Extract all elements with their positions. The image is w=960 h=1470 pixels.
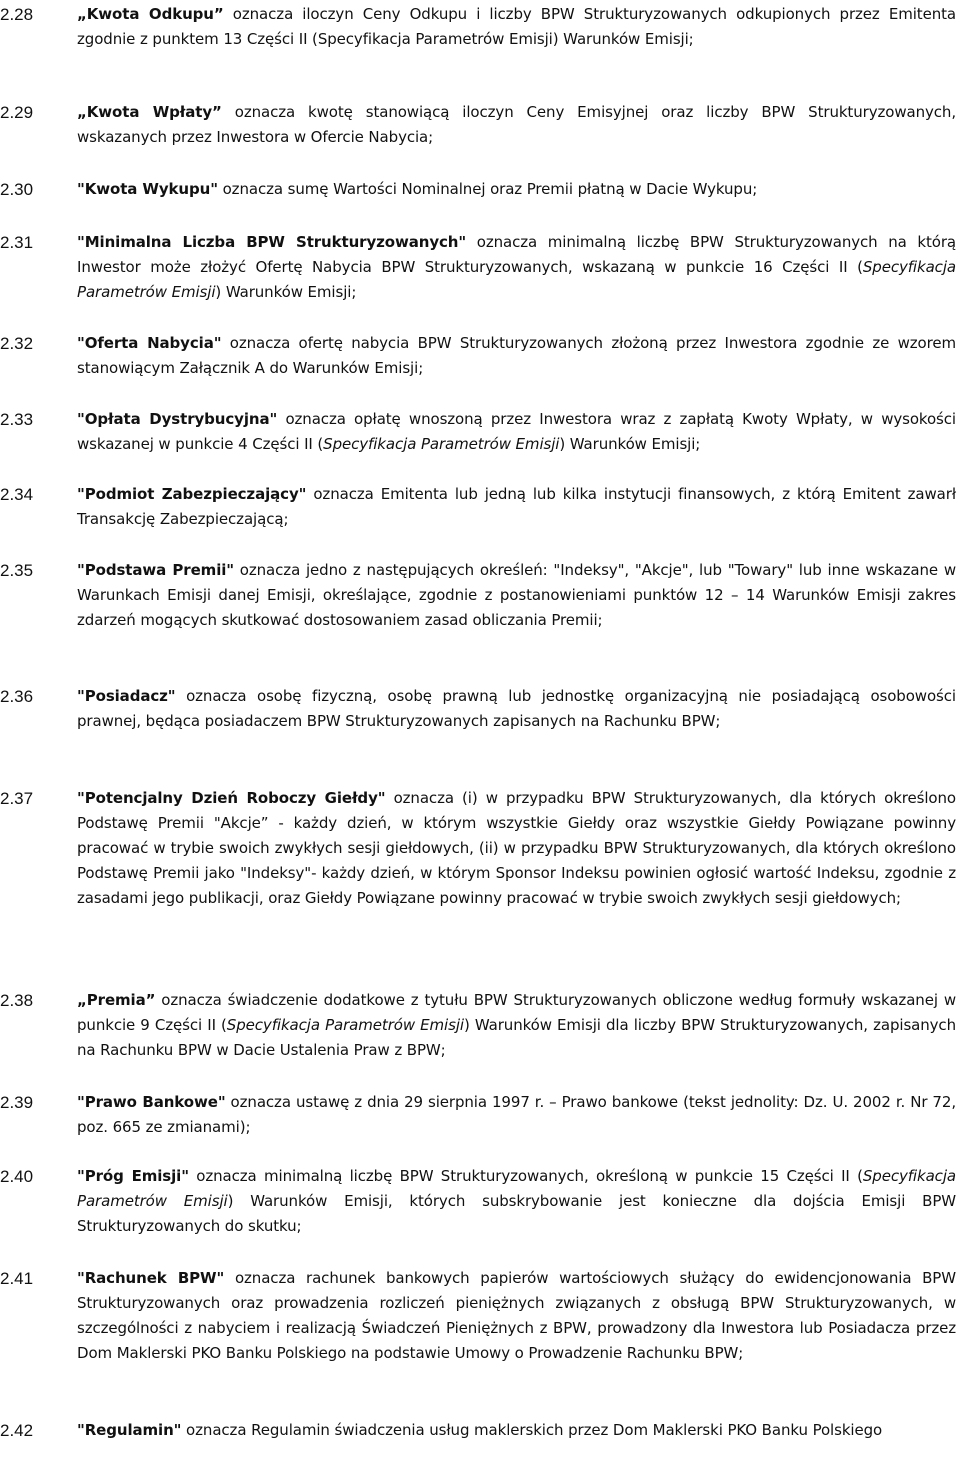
definition-italic: Specyfikacja Parametrów Emisji	[226, 1016, 464, 1034]
definition-term: „Kwota Odkupu”	[77, 5, 224, 23]
definition-body	[77, 100, 956, 150]
definition-text: oznacza ofertę nabycia BPW Strukturyzowanych złożoną przez Inwestora zgodnie ze wzorem stanowiącym Załącznik A do Warunków Emisji;	[77, 334, 956, 377]
definition-body	[77, 482, 956, 532]
definition-term: "Prawo Bankowe"	[77, 1093, 226, 1111]
definition-text: oznacza jedno z następujących określeń: "Indeksy", "Akcje", lub "Towary" lub inne wskazane w Warunkach Emisji danej Emisji, określające, zgodnie z postanowieniami punktów 12 – 14 Warunków Emisji zakres zdarzeń mogących skutkować dostosowaniem zasad obliczania Premii;	[77, 561, 956, 629]
definition-number: 2.30	[0, 180, 34, 199]
definition-body	[77, 331, 956, 381]
definition-term: „Kwota Wpłaty”	[77, 103, 222, 121]
definition-body	[77, 230, 956, 305]
definition-body	[77, 1090, 956, 1140]
definition-body	[77, 558, 956, 633]
definition-number: 2.29	[0, 103, 34, 122]
definition-body	[77, 684, 956, 734]
definition-number: 2.28	[0, 5, 34, 24]
definition-body	[77, 407, 956, 457]
definition-term: "Podmiot Zabezpieczający"	[77, 485, 307, 503]
definition-number: 2.31	[0, 233, 34, 252]
definition-body	[77, 1266, 956, 1366]
definition-number: 2.35	[0, 561, 34, 580]
definition-number: 2.36	[0, 687, 34, 706]
definition-tail: ) Warunków Emisji;	[215, 283, 357, 301]
definition-body	[77, 988, 956, 1063]
definition-italic: Specyfikacja Parametrów Emisji	[77, 258, 956, 301]
definition-tail: ) Warunków Emisji dla liczby BPW Strukturyzowanych, zapisanych na Rachunku BPW w Dacie Ustalenia Praw z BPW;	[77, 1016, 956, 1059]
definition-number: 2.32	[0, 334, 34, 353]
definition-term: "Podstawa Premii"	[77, 561, 234, 579]
definition-number: 2.34	[0, 485, 34, 504]
definition-term: "Minimalna Liczba BPW Strukturyzowanych"	[77, 233, 467, 251]
definition-text: oznacza Regulamin świadczenia usług maklerskich przez Dom Maklerski PKO Banku Polskiego	[181, 1421, 883, 1439]
definition-text: oznacza iloczyn Ceny Odkupu i liczby BPW Strukturyzowanych odkupionych przez Emitenta zgodnie z punktem 13 Części II (Specyfikacja Parametrów Emisji) Warunków Emisji;	[77, 5, 956, 48]
definition-term: "Rachunek BPW"	[77, 1269, 225, 1287]
definition-term: "Kwota Wykupu"	[77, 180, 218, 198]
definition-text: oznacza Emitenta lub jedną lub kilka instytucji finansowych, z którą Emitent zawarł Transakcję Zabezpieczającą;	[77, 485, 956, 528]
definition-number: 2.39	[0, 1093, 34, 1112]
definition-number: 2.38	[0, 991, 34, 1010]
definition-text: oznacza opłatę wnoszoną przez Inwestora wraz z zapłatą Kwoty Wpłaty, w wysokości wskazanej w punkcie 4 Części II (	[77, 410, 956, 453]
definition-number: 2.37	[0, 789, 34, 808]
definition-tail: ) Warunków Emisji, których subskrybowanie jest konieczne dla dojścia Emisji BPW Strukturyzowanych do skutku;	[77, 1192, 956, 1235]
definition-term: "Potencjalny Dzień Roboczy Giełdy"	[77, 789, 386, 807]
definition-italic: Specyfikacja Parametrów Emisji	[77, 1167, 956, 1210]
definition-term: "Posiadacz"	[77, 687, 176, 705]
definition-body	[77, 1164, 956, 1239]
definition-body	[77, 786, 956, 911]
definition-term: "Regulamin"	[77, 1421, 182, 1439]
definition-text: oznacza (i) w przypadku BPW Strukturyzowanych, dla których określono Podstawę Premii "Akcje” - każdy dzień, w którym wszystkie Giełdy oraz wszystkie Giełdy Powiązane powinny pracować w trybie swoich zwykłych sesji giełdowych, (ii) w przypadku BPW Strukturyzowanych, dla których określono Podstawę Premii jako "Indeksy"- każdy dzień, w którym Sponsor Indeksu powinien ogłosić wartość Indeksu, zgodnie z zasadami jego publikacji, oraz Giełdy Powiązane powinny pracować w trybie swoich zwykłych sesji giełdowych;	[77, 789, 956, 907]
definition-term: „Premia”	[77, 991, 156, 1009]
definition-number: 2.41	[0, 1269, 34, 1288]
definition-text: oznacza kwotę stanowiącą iloczyn Ceny Emisyjnej oraz liczby BPW Strukturyzowanych, wskazanych przez Inwestora w Ofercie Nabycia;	[77, 103, 956, 146]
definition-term: "Opłata Dystrybucyjna"	[77, 410, 278, 428]
definition-body	[77, 1418, 956, 1443]
definition-body	[77, 177, 956, 202]
definition-term: "Oferta Nabycia"	[77, 334, 222, 352]
definition-number: 2.40	[0, 1167, 34, 1186]
definition-tail: ) Warunków Emisji;	[559, 435, 701, 453]
definition-number: 2.42	[0, 1421, 34, 1440]
definition-text: oznacza osobę fizyczną, osobę prawną lub jednostkę organizacyjną nie posiadającą osobowości prawnej, będąca posiadaczem BPW Strukturyzowanych zapisanych na Rachunku BPW;	[77, 687, 956, 730]
definition-text: oznacza rachunek bankowych papierów wartościowych służący do ewidencjonowania BPW Strukturyzowanych oraz prowadzenia rozliczeń pieniężnych związanych z obsługą BPW Strukturyzowanych, w szczególności z nabyciem i realizacją Świadczeń Pieniężnych z BPW, prowadzony dla Inwestora lub Posiadacza przez Dom Maklerski PKO Banku Polskiego na podstawie Umowy o Prowadzenie Rachunku BPW;	[77, 1269, 956, 1362]
definition-text: oznacza ustawę z dnia 29 sierpnia 1997 r. – Prawo bankowe (tekst jednolity: Dz. U. 2002 r. Nr 72, poz. 665 ze zmianami);	[77, 1093, 956, 1136]
definition-term: "Próg Emisji"	[77, 1167, 189, 1185]
definition-text: oznacza minimalną liczbę BPW Strukturyzowanych, określoną w punkcie 15 Części II (	[188, 1167, 863, 1185]
definition-text: oznacza świadczenie dodatkowe z tytułu BPW Strukturyzowanych obliczone według formuły wskazanej w punkcie 9 Części II (	[77, 991, 956, 1034]
definition-text: oznacza sumę Wartości Nominalnej oraz Premii płatną w Dacie Wykupu;	[217, 180, 758, 198]
definition-text: oznacza minimalną liczbę BPW Strukturyzowanych na którą Inwestor może złożyć Ofertę Nabycia BPW Strukturyzowanych, wskazaną w punkcie 16 Części II (	[77, 233, 956, 276]
definition-number: 2.33	[0, 410, 34, 429]
definition-body	[77, 2, 956, 52]
definition-italic: Specyfikacja Parametrów Emisji	[323, 435, 560, 453]
